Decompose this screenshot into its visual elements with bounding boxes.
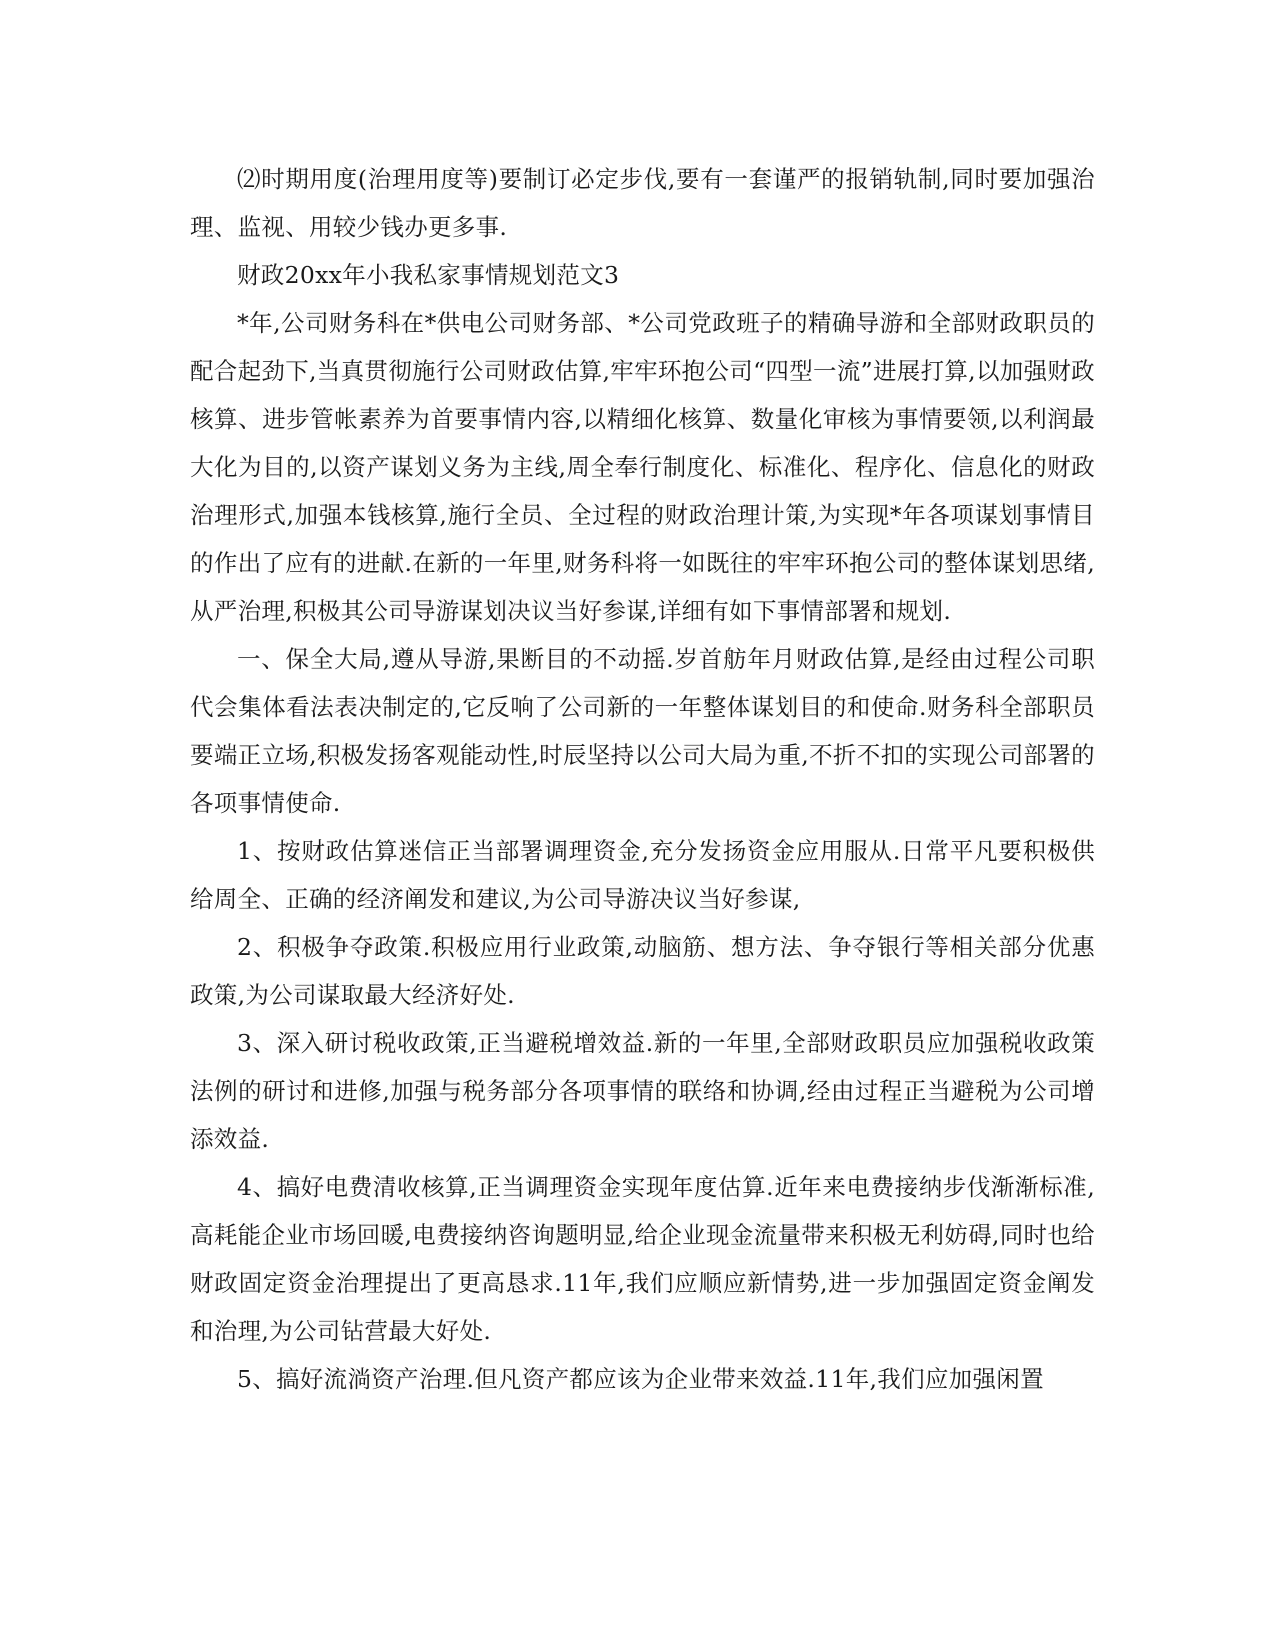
list-item-5: 5、搞好流淌资产治理.但凡资产都应该为企业带来效益.11年,我们应加强闲置 bbox=[237, 1365, 1044, 1393]
list-item-4: 4、搞好电费清收核算,正当调理资金实现年度估算.近年来电费接纳步伐渐渐标准,高耗能企业市场回暖,电费接纳咨询题明显,给企业现金流量带来积极无利妨碍,同时也给财政固定资金治理提出了更高恳求.11年,我们应顺应新情势,进一步加强固定资金阐发和治理,为公司钻营最大好处. bbox=[190, 1173, 1095, 1345]
document-body bbox=[190, 155, 1095, 1403]
paragraph-expense-management: ⑵时期用度(治理用度等)要制订必定步伐,要有一套谨严的报销轨制,同时要加强治理、监视、用较少钱办更多事. bbox=[190, 165, 1095, 241]
paragraph-annual-summary: *年,公司财务科在*供电公司财务部、*公司党政班子的精确导游和全部财政职员的配合起劲下,当真贯彻施行公司财政估算,牢牢环抱公司“四型一流”进展打算,以加强财政核算、进步管帐素养为首要事情内容,以精细化核算、数量化审核为事情要领,以利润最大化为目的,以资产谋划义务为主线,周全奉行制度化、标准化、程序化、信息化的财政治理形式,加强本钱核算,施行全员、全过程的财政治理计策,为实现*年各项谋划事情目的作出了应有的进献.在新的一年里,财务科将一如既往的牢牢环抱公司的整体谋划思绪,从严治理,积极其公司导游谋划决议当好参谋,详细有如下事情部署和规划. bbox=[190, 309, 1095, 625]
list-item-3: 3、深入研讨税收政策,正当避税增效益.新的一年里,全部财政职员应加强税收政策法例的研讨和进修,加强与税务部分各项事情的联络和协调,经由过程正当避税为公司增添效益. bbox=[190, 1029, 1095, 1153]
section-title: 财政20xx年小我私家事情规划范文3 bbox=[237, 261, 620, 289]
list-item-2: 2、积极争夺政策.积极应用行业政策,动脑筋、想方法、争夺银行等相关部分优惠政策,为公司谋取最大经济好处. bbox=[190, 933, 1095, 1009]
paragraph-section-one: 一、保全大局,遵从导游,果断目的不动摇.岁首舫年月财政估算,是经由过程公司职代会集体看法表决制定的,它反响了公司新的一年整体谋划目的和使命.财务科全部职员要端正立场,积极发扬客观能动性,时辰坚持以公司大局为重,不折不扣的实现公司部署的各项事情使命. bbox=[190, 645, 1095, 817]
list-item-1: 1、按财政估算迷信正当部署调理资金,充分发扬资金应用服从.日常平凡要积极供给周全、正确的经济阐发和建议,为公司导游决议当好参谋, bbox=[190, 837, 1095, 913]
